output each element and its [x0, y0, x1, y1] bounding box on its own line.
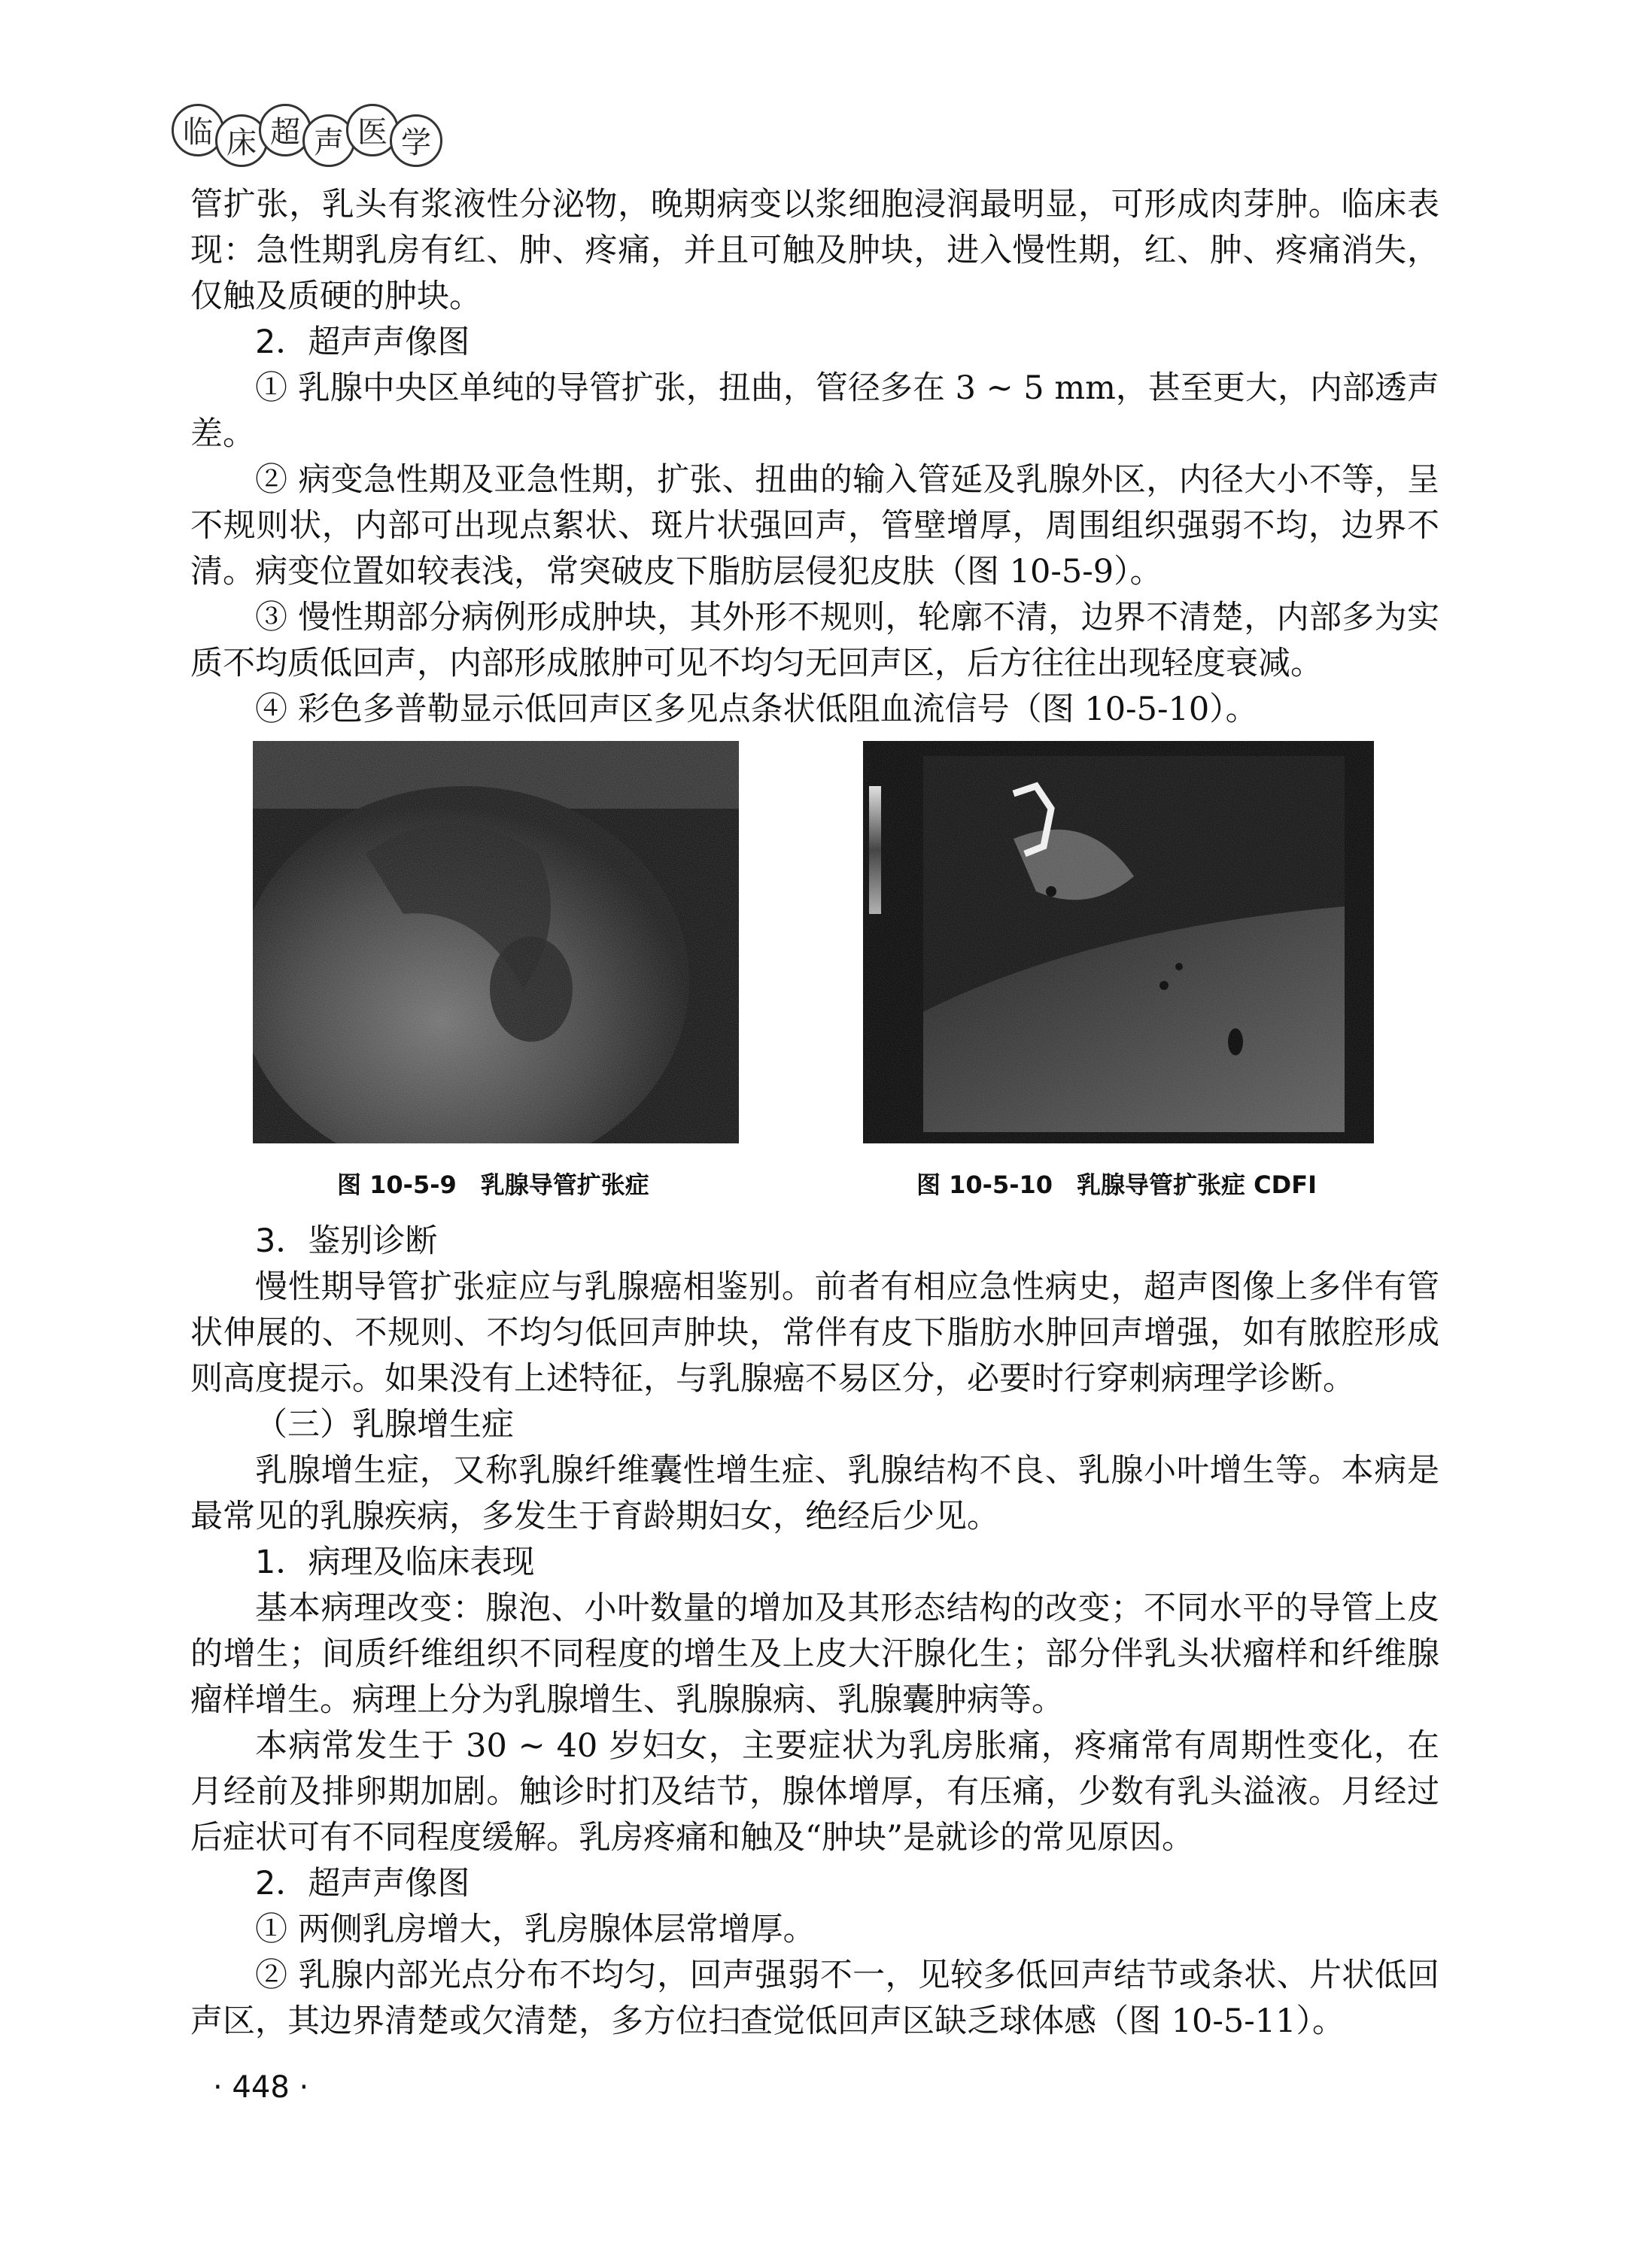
- page-number: · 448 ·: [213, 2070, 309, 2105]
- subheading: （三）乳腺增生症: [255, 1406, 514, 1444]
- paragraph: 管扩张，乳头有浆液性分泌物，晚期病变以浆细胞浸润最明显，可形成肉芽肿。临床表现：急性期乳房有红、肿、疼痛，并且可触及肿块，进入慢性期，红、肿、疼痛消失，仅触及质硬的肿块。: [190, 186, 1439, 315]
- subheading: 2．超声声像图: [255, 1865, 470, 1902]
- paragraph: 本病常发生于 30 ~ 40 岁妇女，主要症状为乳房胀痛，疼痛常有周期性变化，在月经前及排卵期加剧。触诊时扪及结节，腺体增厚，有压痛，少数有乳头溢液。月经过后症状可有不同程度缓解。乳房疼痛和触及“肿块”是就诊的常见原因。: [190, 1727, 1439, 1857]
- figure-row: [0, 741, 1629, 1207]
- body-text-upper: [190, 182, 1439, 733]
- paragraph: ③ 慢性期部分病例形成肿块，其外形不规则，轮廓不清，边界不清楚，内部多为实质不均质低回声，内部形成脓肿可见不均匀无回声区，后方往往出现轻度衰减。: [190, 599, 1439, 682]
- ultrasound-image-right: [863, 741, 1374, 1143]
- paragraph: 基本病理改变：腺泡、小叶数量的增加及其形态结构的改变；不同水平的导管上皮的增生；间质纤维组织不同程度的增生及上皮大汗腺化生；部分伴乳头状瘤样和纤维腺瘤样增生。病理上分为乳腺增生、乳腺腺病、乳腺囊肿病等。: [190, 1589, 1439, 1719]
- subheading: 3．鉴别诊断: [255, 1222, 438, 1260]
- paragraph: 乳腺增生症，又称乳腺纤维囊性增生症、乳腺结构不良、乳腺小叶增生等。本病是最常见的乳腺疾病，多发生于育龄期妇女，绝经后少见。: [190, 1452, 1439, 1535]
- header-char: 超: [259, 104, 312, 156]
- figure-caption-left: 图 10-5-9 乳腺导管扩张症: [337, 1170, 649, 1199]
- figure-caption-right: 图 10-5-10 乳腺导管扩张症 CDFI: [916, 1170, 1317, 1199]
- paragraph: ① 两侧乳房增大，乳房腺体层常增厚。: [255, 1911, 816, 1948]
- paragraph: ④ 彩色多普勒显示低回声区多见点条状低阻血流信号（图 10-5-10）。: [255, 691, 1258, 728]
- ultrasound-image-left: [253, 741, 739, 1143]
- paragraph: ② 病变急性期及亚急性期，扩张、扭曲的输入管延及乳腺外区，内径大小不等，呈不规则状，内部可出现点絮状、斑片状强回声，管壁增厚，周围组织强弱不均，边界不清。病变位置如较表浅，常突破皮下脂肪层侵犯皮肤（图 10-5-9）。: [190, 461, 1439, 591]
- header-char: 声: [302, 114, 355, 167]
- header-char: 学: [390, 114, 442, 167]
- subheading: 2．超声声像图: [255, 323, 470, 361]
- body-text-lower: [190, 1219, 1439, 2045]
- running-header: [172, 104, 473, 164]
- paragraph: ① 乳腺中央区单纯的导管扩张，扭曲，管径多在 3 ~ 5 mm，甚至更大，内部透声差。: [190, 369, 1439, 453]
- header-char: 医: [346, 104, 399, 156]
- header-char: 床: [215, 114, 268, 167]
- header-char: 临: [172, 104, 224, 156]
- paragraph: 慢性期导管扩张症应与乳腺癌相鉴别。前者有相应急性病史，超声图像上多伴有管状伸展的、不规则、不均匀低回声肿块，常伴有皮下脂肪水肿回声增强，如有脓腔形成则高度提示。如果没有上述特征，与乳腺癌不易区分，必要时行穿刺病理学诊断。: [190, 1268, 1439, 1398]
- paragraph: ② 乳腺内部光点分布不均匀，回声强弱不一，见较多低回声结节或条状、片状低回声区，其边界清楚或欠清楚，多方位扫查觉低回声区缺乏球体感（图 10-5-11）。: [190, 1957, 1439, 2040]
- subheading: 1．病理及临床表现: [255, 1544, 535, 1581]
